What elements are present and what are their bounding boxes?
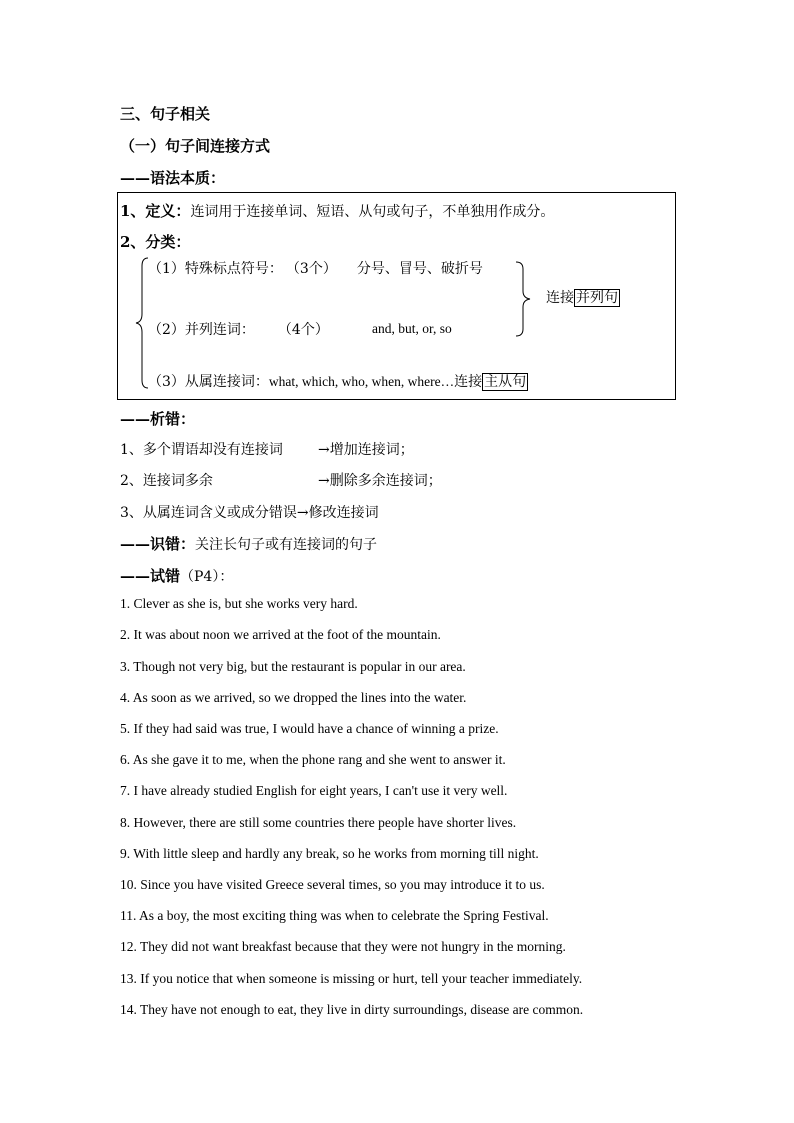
error-problem: 3、从属连词含义或成分错误	[120, 505, 297, 521]
error-analysis-heading: ——析错：	[120, 410, 196, 428]
practice-sentence: 9. With little sleep and hardly any break, so he works from morning till night.	[120, 846, 539, 861]
practice-sentence: 8. However, there are still some countries there people have shorter lives.	[120, 815, 517, 830]
practice-sentence: 11. As a boy, the most exciting thing was when to celebrate the Spring Festival.	[120, 908, 549, 923]
arrow-icon: →	[296, 505, 309, 521]
practice-ref: （P4）：	[180, 569, 234, 585]
error-fix: 删除多余连接词；	[329, 473, 442, 489]
punctuation-examples: 分号、冒号、破折号	[356, 261, 483, 277]
practice-sentence: 5. If they had said was true, I would have a chance of winning a prize.	[120, 721, 499, 736]
practice-sentence: 13. If you notice that when someone is missing or hurt, tell your teacher immediately.	[120, 971, 583, 986]
error-problem: 1、多个谓语却没有连接词	[120, 442, 283, 458]
error-fix-2	[318, 470, 442, 490]
class-item-coordinating	[148, 319, 329, 339]
coordinating-label: （2）并列连词：	[148, 322, 255, 338]
right-brace-icon	[514, 260, 532, 338]
error-item-2	[120, 470, 213, 490]
definition-line	[120, 200, 554, 221]
class-item-subordinating	[148, 371, 528, 391]
practice-sentence: 4. As soon as we arrived, so we dropped the lines into the water.	[120, 690, 467, 705]
coordinate-prefix: 连接	[546, 290, 574, 306]
error-fix-1	[318, 439, 414, 459]
practice-line	[120, 565, 233, 586]
grammar-essence-heading: ——语法本质：	[120, 169, 226, 187]
error-problem: 2、连接词多余	[120, 473, 213, 489]
classification-label: 2、分类：	[120, 233, 191, 251]
definition-text: 连词用于连接单词、短语、从句或句子，不单独用作成分。	[190, 204, 555, 220]
arrow-icon: →	[318, 442, 330, 458]
coordinate-link	[546, 287, 620, 307]
subordinating-link-prefix: 连接	[454, 374, 483, 390]
class-item-punctuation	[148, 258, 483, 278]
practice-sentence: 10. Since you have visited Greece several times, so you may introduce it to us.	[120, 877, 545, 892]
error-fix: 修改连接词	[308, 505, 379, 521]
practice-sentence: 7. I have already studied English for eight years, I can't use it very well.	[120, 783, 508, 798]
coordinating-examples: and, but, or, so	[372, 321, 452, 336]
section-title: 三、句子相关	[120, 105, 211, 123]
practice-sentence: 6. As she gave it to me, when the phone rang and she went to answer it.	[120, 752, 506, 767]
identify-text: 关注长句子或有连接词的句子	[195, 537, 378, 553]
error-item-1	[120, 439, 283, 459]
punctuation-label: （1）特殊标点符号：	[148, 261, 283, 277]
error-item-3	[120, 502, 379, 522]
arrow-icon: →	[318, 473, 330, 489]
practice-sentence: 12. They did not want breakfast because that they were not hungry in the morning.	[120, 939, 566, 954]
subordinating-examples: what, which, who, when, where…	[268, 374, 455, 389]
error-fix: 增加连接词；	[329, 442, 414, 458]
practice-sentence: 14. They have not enough to eat, they live in dirty surroundings, disease are common.	[120, 1002, 584, 1017]
subordinating-label: （3）从属连接词：	[148, 374, 269, 390]
practice-sentence: 1. Clever as she is, but she works very hard.	[120, 596, 358, 611]
practice-heading: ——试错	[120, 567, 181, 585]
identify-heading: ——识错：	[120, 535, 196, 553]
practice-sentence: 3. Though not very big, but the restaurant is popular in our area.	[120, 659, 466, 674]
identify-line	[120, 533, 377, 554]
coordinating-count: （4个）	[284, 322, 329, 338]
punctuation-count: （3个）	[292, 261, 337, 277]
coordinate-target: 并列句	[576, 290, 618, 306]
section-subtitle: （一）句子间连接方式	[120, 137, 271, 155]
subordinating-link-target: 主从句	[484, 374, 527, 390]
practice-sentence: 2. It was about noon we arrived at the foot of the mountain.	[120, 627, 441, 642]
definition-label: 1、定义：	[120, 202, 191, 220]
